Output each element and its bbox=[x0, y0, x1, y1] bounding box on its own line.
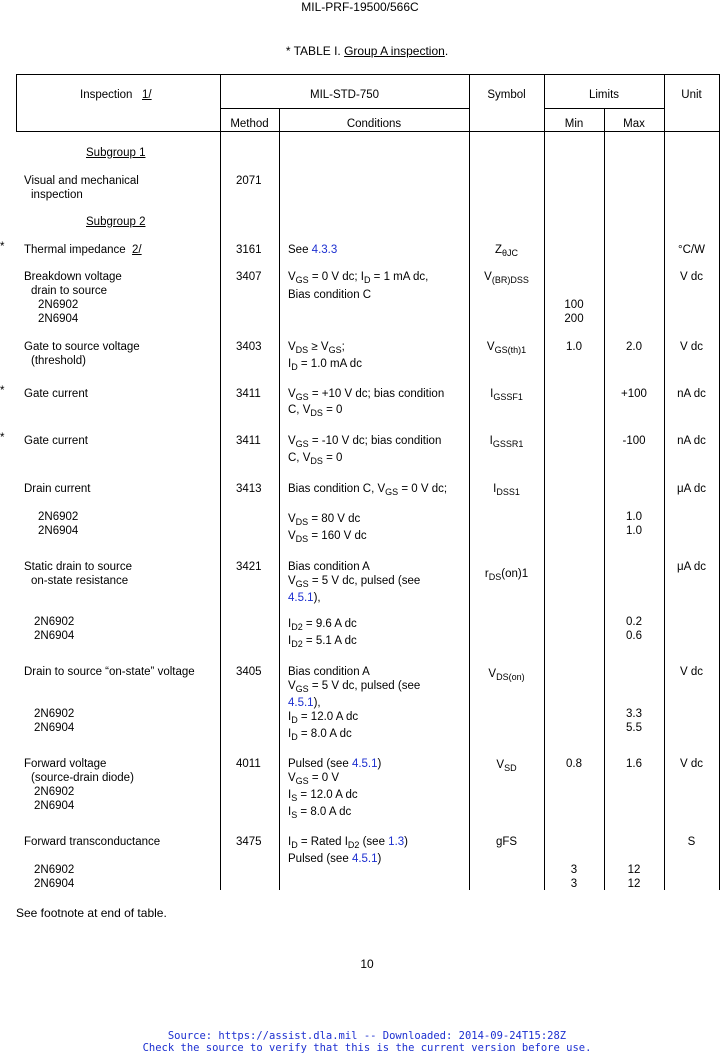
gate-threshold-method: 3403 bbox=[236, 341, 262, 353]
breakdown-method: 3407 bbox=[236, 271, 262, 283]
header-inspection-note: 1/ bbox=[142, 89, 152, 101]
footnote-reference: See footnote at end of table. bbox=[16, 906, 167, 920]
so-sym-sub: DS bbox=[488, 572, 502, 582]
thermal-impedance-name bbox=[24, 244, 142, 256]
so-c2c: = 5 V dc, pulsed (see bbox=[308, 575, 421, 587]
gt-c1b: DS bbox=[295, 345, 309, 355]
ds-on-voltage-link[interactable]: 4.5.1 bbox=[288, 697, 314, 709]
dc-c2c: = 80 V dc bbox=[308, 513, 361, 525]
drain-current-cond-3 bbox=[288, 530, 367, 544]
milstd-sub-rule bbox=[220, 108, 469, 109]
tc-c2-post: ) bbox=[377, 853, 382, 865]
breakdown-name-cont: drain to source bbox=[31, 285, 108, 297]
tc-c1c: = Rated I bbox=[297, 836, 348, 848]
breakdown-cond-2: Bias condition C bbox=[288, 289, 372, 301]
forward-voltage-unit: V dc bbox=[679, 758, 703, 770]
gcf-c1b: GS bbox=[295, 392, 309, 402]
gate-threshold-unit: V dc bbox=[679, 341, 703, 353]
gate-current-r-unit: nA dc bbox=[677, 435, 706, 447]
static-on-max-1: 0.2 bbox=[626, 616, 642, 628]
gcf-c1a: V bbox=[288, 388, 296, 400]
ds-on-voltage-device-2: 2N6904 bbox=[34, 722, 75, 734]
gate-threshold-cond-1 bbox=[288, 341, 345, 355]
dc-c1a: Bias condition C, V bbox=[288, 483, 386, 495]
gcr-sym-sub: GSSR1 bbox=[492, 439, 524, 449]
gt-c1d: GS bbox=[328, 345, 342, 355]
bd-c1a: V bbox=[288, 271, 296, 283]
bd-c1b: GS bbox=[295, 275, 309, 285]
breakdown-name: Breakdown voltage bbox=[24, 271, 122, 283]
gate-threshold-cond-2 bbox=[288, 358, 362, 372]
static-on-max-2: 0.6 bbox=[626, 630, 642, 642]
transconductance-cond-2 bbox=[288, 853, 381, 865]
gt-sym-main: V bbox=[486, 341, 495, 353]
source-line-2: Check the source to verify that this is the current version before use. bbox=[142, 1042, 592, 1054]
static-on-method: 3421 bbox=[236, 561, 262, 573]
drain-current-max-2: 1.0 bbox=[626, 525, 642, 537]
thermal-note: 2/ bbox=[132, 244, 142, 256]
gate-threshold-name-cont: (threshold) bbox=[31, 355, 86, 367]
fv-c2c: = 0 V bbox=[308, 772, 340, 784]
thermal-conditions bbox=[288, 244, 337, 256]
forward-voltage-name-cont: (source-drain diode) bbox=[31, 772, 134, 784]
page-number: 10 bbox=[360, 957, 374, 971]
dv-c4b: D bbox=[291, 715, 298, 725]
dv-c5a: I bbox=[288, 728, 292, 740]
gate-current-f-max: +100 bbox=[621, 388, 647, 400]
fv-c1-post: ) bbox=[377, 758, 382, 770]
static-on-name: Static drain to source bbox=[24, 561, 133, 573]
thermal-unit: °C/W bbox=[678, 244, 705, 256]
forward-voltage-device-2: 2N6904 bbox=[34, 800, 75, 812]
gcf-c1c: = +10 V dc; bias condition bbox=[308, 388, 445, 400]
dc-c2a: V bbox=[288, 513, 296, 525]
header-unit: Unit bbox=[681, 89, 702, 101]
breakdown-device-1: 2N6902 bbox=[38, 299, 79, 311]
dv-c5b: D bbox=[291, 732, 298, 742]
gcr-c1b: GS bbox=[295, 439, 309, 449]
subgroup-1-label: Subgroup 1 bbox=[86, 147, 146, 159]
forward-voltage-min: 0.8 bbox=[566, 758, 582, 770]
breakdown-unit: V dc bbox=[679, 271, 703, 283]
dc-c2b: DS bbox=[295, 517, 309, 527]
gcr-c1c: = -10 V dc; bias condition bbox=[308, 435, 442, 447]
dc-c3b: DS bbox=[295, 534, 309, 544]
gate-current-f-cond-2 bbox=[288, 404, 342, 418]
dv-c4a: I bbox=[288, 711, 292, 723]
tc-c1b: D bbox=[291, 840, 298, 850]
gcr-c2c: = 0 bbox=[322, 452, 343, 464]
tc-c1e: (see bbox=[359, 836, 389, 848]
static-on-symbol bbox=[469, 568, 544, 582]
breakdown-cond-1 bbox=[288, 271, 428, 285]
subgroup-2-label: Subgroup 2 bbox=[86, 216, 146, 228]
gcf-c2b: DS bbox=[310, 408, 323, 418]
fv-c4c: = 8.0 A dc bbox=[297, 806, 352, 818]
forward-voltage-max: 1.6 bbox=[626, 758, 642, 770]
bd-sym-sub: (BR)DSS bbox=[491, 275, 529, 285]
thermal-sym-sub: θJC bbox=[502, 248, 519, 258]
transconductance-max-2: 12 bbox=[627, 878, 641, 890]
gate-current-r-change-mark: * bbox=[0, 432, 5, 444]
drain-current-symbol bbox=[469, 483, 544, 497]
forward-voltage-cond-2 bbox=[288, 772, 339, 786]
ds-on-voltage-cond-5 bbox=[288, 728, 352, 742]
transconductance-method: 3475 bbox=[236, 836, 262, 848]
document-id: MIL-PRF-19500/566C bbox=[301, 0, 419, 14]
dv-c4c: = 12.0 A dc bbox=[297, 711, 359, 723]
static-on-unit: μA dc bbox=[676, 561, 706, 573]
gate-threshold-min: 1.0 bbox=[566, 341, 582, 353]
thermal-symbol bbox=[469, 244, 544, 258]
so-sym-post: (on)1 bbox=[501, 568, 529, 580]
so-c5b: D2 bbox=[291, 639, 303, 649]
ds-on-voltage-device-1: 2N6902 bbox=[34, 708, 75, 720]
transconductance-cond-1 bbox=[288, 836, 408, 850]
gate-current-r-symbol bbox=[469, 435, 544, 449]
fv-sym-main: V bbox=[496, 759, 505, 771]
dv-c5c: = 8.0 A dc bbox=[297, 728, 352, 740]
gate-threshold-symbol bbox=[469, 341, 544, 355]
transconductance-device-2: 2N6904 bbox=[34, 878, 75, 890]
dv-c3-post: ), bbox=[313, 697, 321, 709]
static-on-cond-1: Bias condition A bbox=[288, 561, 370, 573]
dc-c3a: V bbox=[288, 530, 296, 542]
forward-voltage-link[interactable]: 4.5.1 bbox=[351, 758, 378, 770]
gt-c2c: = 1.0 mA dc bbox=[297, 358, 362, 370]
visual-inspection-name: Visual and mechanical bbox=[24, 175, 139, 187]
dv-c2b: GS bbox=[295, 684, 309, 694]
forward-voltage-cond-3 bbox=[288, 789, 358, 803]
dv-c2a: V bbox=[288, 680, 296, 692]
gcf-c2a: C, V bbox=[288, 404, 311, 416]
fv-c3c: = 12.0 A dc bbox=[297, 789, 358, 801]
thermal-change-mark: * bbox=[0, 241, 5, 253]
fv-sym-sub: SD bbox=[504, 763, 517, 773]
gt-c1e: ; bbox=[341, 341, 345, 353]
gate-current-f-name: Gate current bbox=[24, 388, 88, 400]
gt-c1c: ≥ V bbox=[308, 341, 329, 353]
transconductance-link-2[interactable]: 4.5.1 bbox=[351, 853, 378, 865]
gate-current-f-method: 3411 bbox=[236, 388, 261, 400]
header-milstd: MIL-STD-750 bbox=[309, 89, 380, 101]
header-conditions: Conditions bbox=[346, 118, 402, 130]
drain-current-device-2: 2N6904 bbox=[38, 525, 79, 537]
gcr-c2b: DS bbox=[310, 456, 323, 466]
gcr-c2a: C, V bbox=[288, 452, 311, 464]
so-c5c: = 5.1 A dc bbox=[302, 635, 357, 647]
thermal-name-text: Thermal impedance bbox=[24, 244, 126, 256]
forward-voltage-name: Forward voltage bbox=[24, 758, 107, 770]
subgroup-2-heading bbox=[86, 216, 145, 228]
ds-on-voltage-max-1: 3.3 bbox=[626, 708, 642, 720]
transconductance-min-2: 3 bbox=[570, 878, 578, 890]
gcr-sym-main: I bbox=[489, 435, 493, 447]
static-on-cond-4 bbox=[288, 618, 357, 632]
table-title-underlined: Group A inspection bbox=[344, 44, 445, 58]
transconductance-symbol: gFS bbox=[495, 836, 518, 848]
static-on-cond-3 bbox=[288, 592, 321, 604]
gate-current-f-unit: nA dc bbox=[677, 388, 706, 400]
forward-voltage-symbol bbox=[469, 759, 544, 773]
left-border bbox=[16, 74, 17, 132]
gate-current-f-symbol bbox=[469, 388, 544, 402]
gt-c2a: I bbox=[288, 358, 292, 370]
so-c4b: D2 bbox=[291, 622, 303, 632]
header-min: Min bbox=[564, 118, 584, 130]
header-method: Method bbox=[230, 118, 269, 130]
dc-sym-sub: DSS1 bbox=[496, 487, 520, 497]
ds-on-voltage-cond-4 bbox=[288, 711, 358, 725]
fv-c2a: V bbox=[288, 772, 296, 784]
dc-c1b: GS bbox=[385, 487, 399, 497]
tc-c1f: ) bbox=[404, 836, 409, 848]
transconductance-name: Forward transconductance bbox=[24, 836, 161, 848]
drain-current-cond-1 bbox=[288, 483, 447, 497]
static-on-device-2: 2N6904 bbox=[34, 630, 75, 642]
fv-c3a: I bbox=[288, 789, 292, 801]
so-c4c: = 9.6 A dc bbox=[302, 618, 357, 630]
header-bottom-rule bbox=[16, 131, 720, 132]
bd-c1e: = 1 mA dc, bbox=[370, 271, 429, 283]
so-c5a: I bbox=[288, 635, 292, 647]
table-title bbox=[0, 44, 720, 58]
ds-on-voltage-name: Drain to source “on-state” voltage bbox=[24, 666, 195, 678]
gcf-sym-sub: GSSF1 bbox=[493, 392, 523, 402]
dv-sym-main: V bbox=[488, 668, 497, 680]
gt-sym-sub: GS(th)1 bbox=[494, 345, 527, 355]
forward-voltage-cond-4 bbox=[288, 806, 351, 820]
gcf-sym-main: I bbox=[490, 388, 494, 400]
fv-c4a: I bbox=[288, 806, 292, 818]
header-symbol: Symbol bbox=[487, 89, 526, 101]
gcr-c1a: V bbox=[288, 435, 296, 447]
visual-inspection-name-cont: inspection bbox=[31, 189, 83, 201]
ds-on-voltage-unit: V dc bbox=[679, 666, 703, 678]
gate-current-f-change-mark: * bbox=[0, 385, 5, 397]
col-divider-method bbox=[220, 74, 221, 890]
drain-current-unit: μA dc bbox=[676, 483, 706, 495]
drain-current-max-1: 1.0 bbox=[626, 511, 642, 523]
table-title-suffix: . bbox=[444, 44, 449, 58]
breakdown-min-2: 200 bbox=[564, 313, 584, 325]
gcf-c2c: = 0 bbox=[322, 404, 343, 416]
gate-current-r-max: -100 bbox=[622, 435, 646, 447]
breakdown-device-2: 2N6904 bbox=[38, 313, 79, 325]
col-divider-conditions bbox=[279, 108, 280, 890]
fv-c4b: S bbox=[291, 810, 298, 820]
thermal-cond-link[interactable]: 4.3.3 bbox=[311, 244, 338, 256]
header-max: Max bbox=[623, 118, 645, 130]
forward-voltage-cond-1 bbox=[288, 758, 381, 770]
ds-on-voltage-max-2: 5.5 bbox=[626, 722, 642, 734]
so-c3-post: ), bbox=[313, 592, 321, 604]
thermal-method: 3161 bbox=[236, 244, 262, 256]
static-on-link[interactable]: 4.5.1 bbox=[288, 592, 314, 604]
gt-c2b: D bbox=[291, 362, 298, 372]
dc-c3c: = 160 V dc bbox=[308, 530, 367, 542]
static-on-device-1: 2N6902 bbox=[34, 616, 75, 628]
gate-threshold-name: Gate to source voltage bbox=[24, 341, 140, 353]
thermal-sym-main: Z bbox=[494, 244, 502, 256]
gate-current-f-cond-1 bbox=[288, 388, 444, 402]
gt-c1a: V bbox=[288, 341, 296, 353]
drain-current-device-1: 2N6902 bbox=[38, 511, 79, 523]
ds-on-voltage-cond-3 bbox=[288, 697, 321, 709]
tc-c2-pre: Pulsed (see bbox=[288, 853, 352, 865]
static-on-name-cont: on-state resistance bbox=[31, 575, 129, 587]
dv-c2c: = 5 V dc, pulsed (see bbox=[308, 680, 421, 692]
dv-sym-sub: DS(on) bbox=[496, 672, 525, 682]
ds-on-voltage-symbol bbox=[469, 668, 544, 682]
transconductance-unit: S bbox=[687, 836, 696, 848]
breakdown-min-1: 100 bbox=[564, 299, 584, 311]
header-inspection bbox=[80, 89, 152, 101]
so-sym-main: r bbox=[484, 568, 489, 580]
forward-voltage-method: 4011 bbox=[236, 758, 261, 770]
bd-c1c: = 0 V dc; I bbox=[308, 271, 364, 283]
drain-current-method: 3413 bbox=[236, 483, 262, 495]
gate-current-r-cond-1 bbox=[288, 435, 441, 449]
fv-c3b: S bbox=[291, 793, 298, 803]
static-on-cond-2 bbox=[288, 575, 420, 589]
thermal-cond-pre: See bbox=[288, 244, 312, 256]
transconductance-max-1: 12 bbox=[627, 864, 641, 876]
so-c2b: GS bbox=[295, 579, 309, 589]
bd-c1d: D bbox=[363, 275, 371, 285]
gate-current-r-method: 3411 bbox=[236, 435, 261, 447]
transconductance-device-1: 2N6902 bbox=[34, 864, 75, 876]
header-limits: Limits bbox=[588, 89, 620, 101]
gate-current-r-name: Gate current bbox=[24, 435, 88, 447]
col-divider-max bbox=[604, 108, 605, 890]
table-top-border bbox=[16, 74, 720, 75]
tc-c1a: I bbox=[288, 836, 292, 848]
drain-current-name: Drain current bbox=[24, 483, 91, 495]
ds-on-voltage-method: 3405 bbox=[236, 666, 262, 678]
drain-current-cond-2 bbox=[288, 513, 360, 527]
so-c2a: V bbox=[288, 575, 296, 587]
tc-c1d: D2 bbox=[347, 840, 360, 850]
forward-voltage-device-1: 2N6902 bbox=[34, 786, 75, 798]
source-line-1: Source: https://assist.dla.mil -- Downloaded: 2014-09-24T15:28Z bbox=[167, 1030, 567, 1042]
transconductance-min-1: 3 bbox=[570, 864, 578, 876]
visual-inspection-method: 2071 bbox=[236, 175, 262, 187]
gate-threshold-max: 2.0 bbox=[626, 341, 642, 353]
gate-current-r-cond-2 bbox=[288, 452, 342, 466]
so-c4a: I bbox=[288, 618, 292, 630]
transconductance-link-1[interactable]: 1.3 bbox=[388, 836, 405, 848]
breakdown-symbol bbox=[469, 271, 544, 285]
static-on-cond-5 bbox=[288, 635, 357, 649]
table-title-prefix: * TABLE I. bbox=[285, 44, 345, 58]
dc-c1c: = 0 V dc; bbox=[398, 483, 448, 495]
fv-c1-pre: Pulsed (see bbox=[288, 758, 352, 770]
bd-sym-main: V bbox=[484, 271, 492, 283]
fv-c2b: GS bbox=[295, 776, 309, 786]
dc-sym-main: I bbox=[493, 483, 497, 495]
subgroup-1-heading bbox=[86, 147, 145, 159]
ds-on-voltage-cond-1: Bias condition A bbox=[288, 666, 370, 678]
header-inspection-label: Inspection bbox=[80, 89, 133, 101]
ds-on-voltage-cond-2 bbox=[288, 680, 420, 694]
